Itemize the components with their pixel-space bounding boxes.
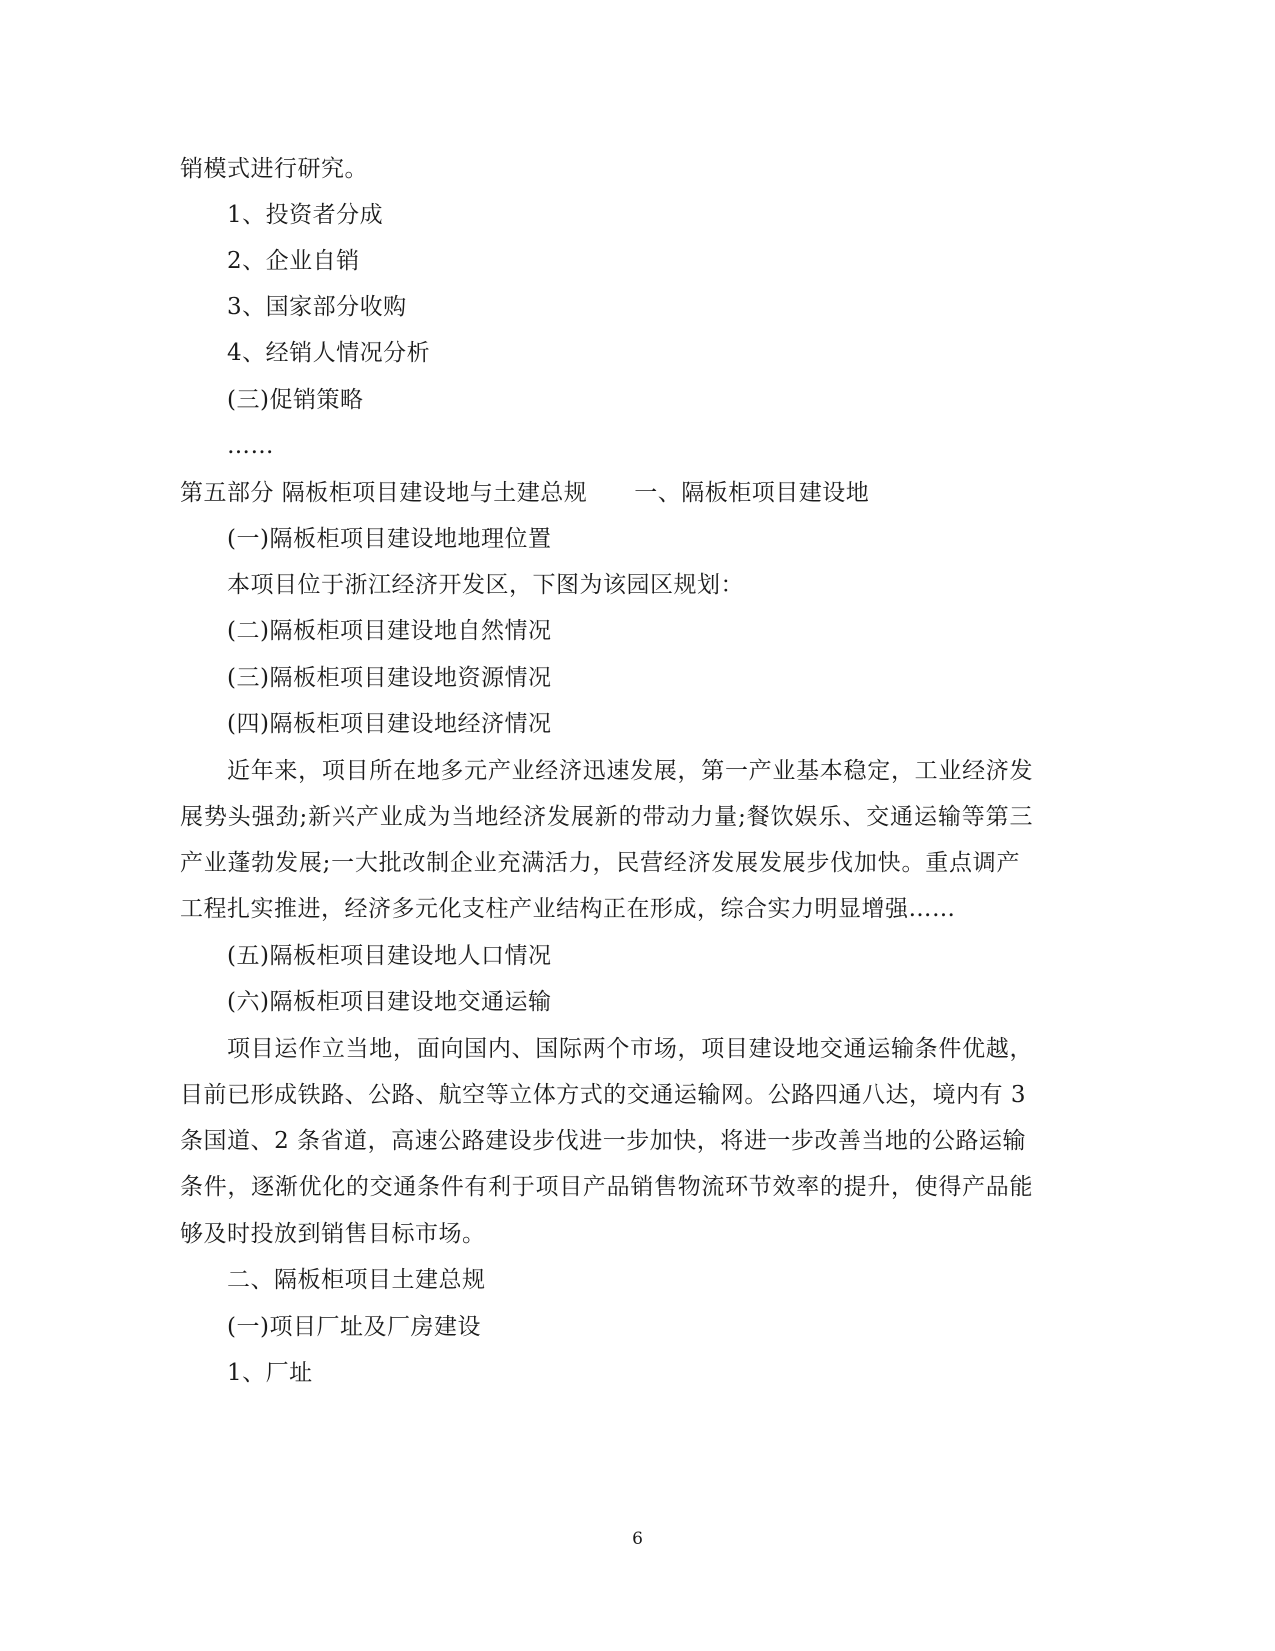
list-item: 1、厂址 (227, 1360, 313, 1386)
list-item: 3、国家部分收购 (227, 294, 407, 320)
paragraph-line: 条件，逐渐优化的交通条件有利于项目产品销售物流环节效率的提升，使得产品能 (180, 1174, 1033, 1200)
paragraph-line: 展势头强劲;新兴产业成为当地经济发展新的带动力量;餐饮娱乐、交通运输等第三 (180, 804, 1033, 830)
list-item: 2、企业自销 (227, 248, 360, 274)
paragraph-line: 项目运作立当地，面向国内、国际两个市场，项目建设地交通运输条件优越， (227, 1036, 1033, 1062)
section-heading: 第五部分 隔板柜项目建设地与土建总规 一、隔板柜项目建设地 (180, 480, 870, 506)
subsection-heading: (一)项目厂址及厂房建设 (227, 1314, 481, 1340)
subsection-heading: (五)隔板柜项目建设地人口情况 (227, 943, 552, 969)
text-line: 销模式进行研究。 (180, 156, 368, 182)
section-heading: 二、隔板柜项目土建总规 (227, 1267, 486, 1293)
paragraph-line: 近年来，项目所在地多元产业经济迅速发展，第一产业基本稳定，工业经济发 (227, 758, 1033, 784)
paragraph-line: 目前已形成铁路、公路、航空等立体方式的交通运输网。公路四通八达，境内有 3 (180, 1082, 1026, 1108)
list-item: 4、经销人情况分析 (227, 340, 431, 366)
subsection-heading: (一)隔板柜项目建设地地理位置 (227, 526, 552, 552)
list-item: 1、投资者分成 (227, 202, 384, 228)
subsection-heading: (六)隔板柜项目建设地交通运输 (227, 989, 552, 1015)
paragraph-line: 工程扎实推进，经济多元化支柱产业结构正在形成，综合实力明显增强…… (180, 896, 956, 922)
paragraph-line: 够及时投放到销售目标市场。 (180, 1221, 486, 1247)
text-line: 本项目位于浙江经济开发区，下图为该园区规划： (227, 572, 744, 598)
paragraph-line: 条国道、2 条省道，高速公路建设步伐进一步加快，将进一步改善当地的公路运输 (180, 1128, 1026, 1154)
subsection-heading: (二)隔板柜项目建设地自然情况 (227, 618, 552, 644)
subsection-heading: (四)隔板柜项目建设地经济情况 (227, 711, 552, 737)
subsection-heading: (三)促销策略 (227, 387, 364, 413)
page-number: 6 (632, 1529, 643, 1549)
ellipsis-line: …… (227, 433, 274, 459)
paragraph-line: 产业蓬勃发展;一大批改制企业充满活力，民营经济发展发展步伐加快。重点调产 (180, 850, 1020, 876)
subsection-heading: (三)隔板柜项目建设地资源情况 (227, 665, 552, 691)
